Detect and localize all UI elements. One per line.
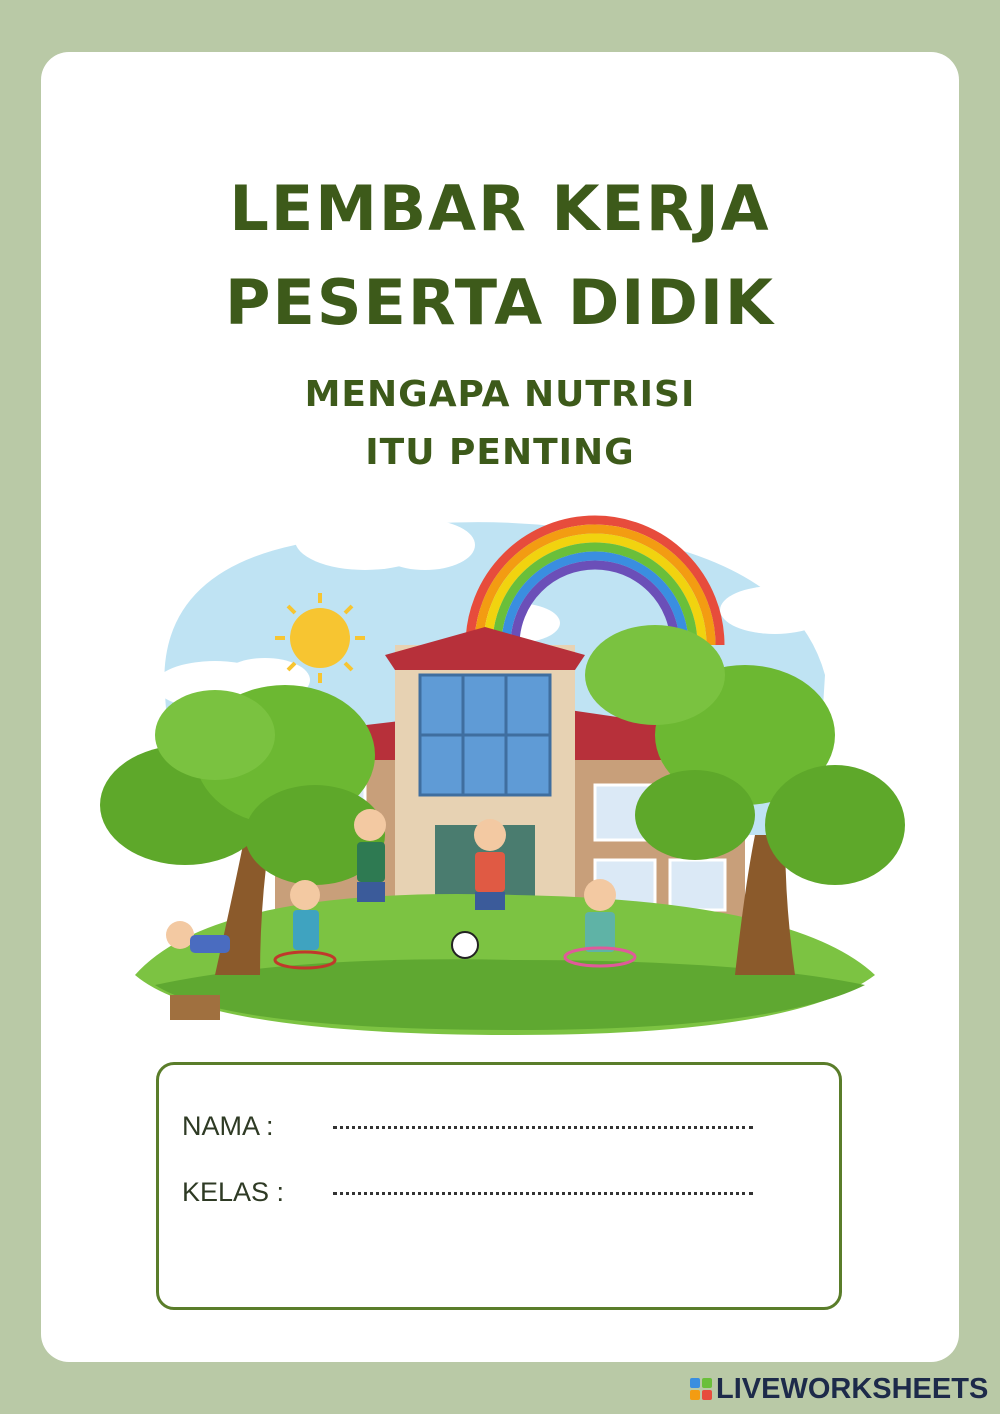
name-label: NAMA : bbox=[182, 1111, 274, 1141]
liveworksheets-logo-icon bbox=[690, 1378, 712, 1400]
subtitle-line-1: MENGAPA NUTRISI bbox=[304, 374, 696, 415]
title-line-2: PESERTA DIDIK bbox=[225, 266, 775, 339]
class-label: KELAS : bbox=[182, 1177, 285, 1207]
brand-name: LIVEWORKSHEETS bbox=[716, 1372, 989, 1405]
class-field[interactable] bbox=[333, 1192, 753, 1195]
child-3 bbox=[354, 809, 386, 902]
liveworksheets-brand[interactable] bbox=[690, 1372, 988, 1406]
title-line-1: LEMBAR KERJA bbox=[229, 172, 771, 245]
name-field[interactable] bbox=[333, 1126, 753, 1129]
subtitle-line-2: ITU PENTING bbox=[365, 432, 635, 473]
school-playground-illustration bbox=[95, 505, 905, 1040]
